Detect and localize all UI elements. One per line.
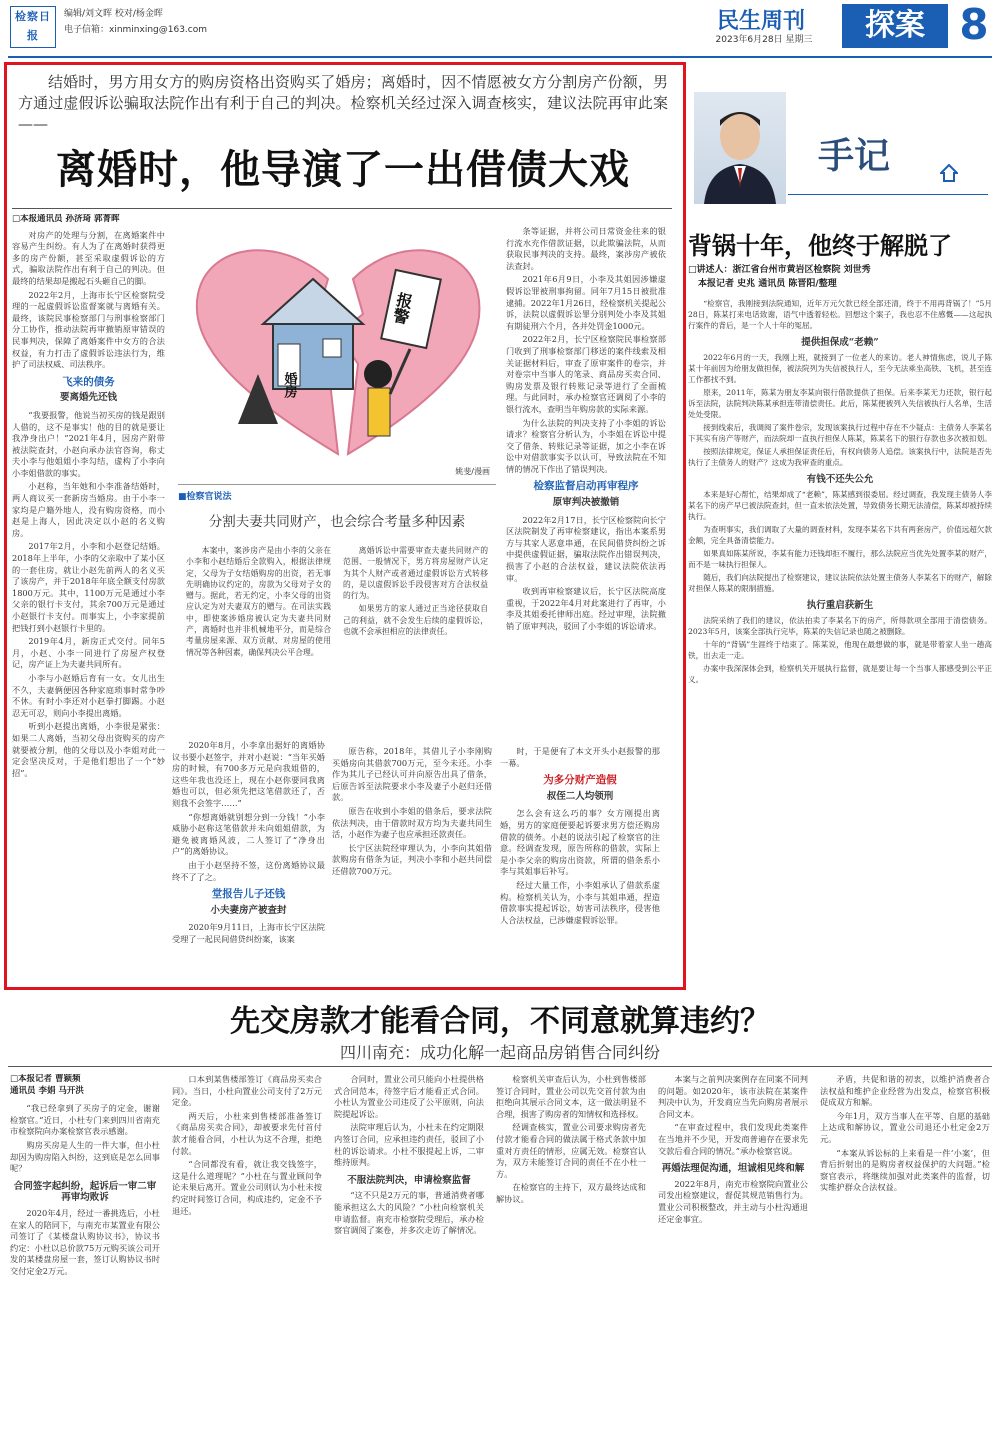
paragraph: 怎么会有这么巧的事？女方刚提出离婚，男方的家庭便要起诉要求男方偿还购房借款的债务。小赵的说法引起了检察官的注意。经调查发现，原告所称的借款，实际上是小李父亲的购房出资款，所谓的借条系小李与其姐事后补写。 — [500, 808, 660, 877]
paragraph: 小李与小赵婚后育有一女。女儿出生不久，夫妻俩便因各种家庭琐事时常争吵不休。有时小李还对小赵拳打脚踢。小赵忍无可忍，则向小李提出离婚。 — [12, 672, 165, 718]
paragraph: 本案与之前判决案例存在同案不同判的问题。如2020年，该市法院在某案件判决中认为，开发商应当先向购房者展示合同文本。 — [658, 1074, 808, 1119]
paragraph: 2021年6月9日，小李及其姐因涉嫌虚假诉讼罪被刑事拘留。同年7月15日被批准逮捕。2022年1月26日，经检察机关提起公诉，法院以虚假诉讼罪分别判处小李及其姐有期徒刑六个月，各并处罚金1000元。 — [506, 274, 666, 331]
svg-text:婚房: 婚房 — [281, 372, 297, 398]
paragraph: 合同时，置业公司只能向小杜提供格式合同范本，待签字后才能看正式合同。小杜认为置业公司违反了公平原则，向法院提起诉讼。 — [334, 1074, 484, 1119]
paragraph: 小赵称，当年她和小李准备结婚时，两人商议买一套新房当婚房。由于小李一家均是户籍外地人，没有购房资格，而小赵是上海人，因此决定以小赵的名义购房。 — [12, 481, 165, 538]
bottom-column-3 — [334, 1074, 484, 1434]
paragraph: “在审查过程中，我们发现此类案件在当地并不少见，开发商普遍存在要求先交款后看合同的情况。”承办检察官说。 — [658, 1122, 808, 1156]
main-column-1 — [12, 214, 165, 982]
subhead-2: 堂报告儿子还钱 — [211, 888, 286, 901]
sidebar-body — [688, 298, 992, 982]
bottom-column-2 — [172, 1074, 322, 1434]
bottom-subhead-1: 合同签字起纠纷，起诉后一审二审再审均败诉 — [13, 1180, 157, 1204]
paragraph: 由于小赵坚持不签，这份离婚协议最终不了了之。 — [172, 859, 325, 882]
subhead-4: 检察监督启动再审程序 — [533, 480, 639, 493]
lead-paragraph: 结婚时，男方用女方的购房资格出资购买了婚房；离婚时，因不情愿被女方分割房产份额，男方通过虚假诉讼骗取法院作出有利于自己的判决。检察机关经过深入调查核实，建议法院再审此案—— — [18, 73, 668, 133]
paragraph: 条等证据，并将公司日常资金往来的银行流水充作借款证据，以此欺骗法院，从而获取民事判决的支持。最终，案涉房产被依法查封。 — [506, 226, 666, 271]
paragraph: 2019年4月，新房正式交付。同年5月，小赵、小李一同进行了房屋产权登记，房产证上为夫妻共同所有。 — [12, 636, 165, 670]
bottom-rule — [8, 1066, 992, 1067]
paragraph: 法院审理后认为，小杜未在约定期限内签订合同，应承担违约责任，驳回了小杜的诉讼请求。小杜不服提起上诉，二审维持原判。 — [334, 1122, 484, 1168]
paragraph: “我要报警，他说当初买房的钱是跟别人借的，这不是事实！他的目的就是要让我净身出户！”2021年4月，因房产附带被法院查封，小赵向承办法官咨询，称丈夫小李与他姐姐小李勾结，虚构了小李向小李姐借款的事实。 — [12, 409, 165, 478]
sidebar-headline: 背锅十年，他终于解脱了 — [688, 231, 952, 260]
box-tag: ■检察官说法 — [178, 492, 232, 502]
main-column-3 — [332, 746, 492, 982]
paragraph: 时，于是便有了本文开头小赵报警的那一幕。 — [500, 746, 660, 768]
subhead-1-sub: 要离婚先还钱 — [59, 392, 117, 404]
paragraph: 按照法律规定，保证人承担保证责任后，有权向债务人追偿。该案执行中，法院是否先执行了主债务人的财产？这成为我审查的重点。 — [688, 447, 992, 467]
paragraph: 2020年8月，小李拿出据好的离婚协议书要小赵签字，并对小赵说：“当年买婚房的时候，有700多万元是向我姐借的，这些年我也没还上，现在小赵你要同我离婚也可以，但必须先把这笔借款还了，否则我不会签字……” — [172, 740, 325, 808]
box-col2b: 如果男方的家人通过正当途径获取自己的利益，就不会发生后续的虚假诉讼，也就不会承担相应的法律责任。 — [343, 604, 488, 637]
bottom-subhead-2: 不服法院判决，申请检察监督 — [347, 1174, 471, 1186]
sidebar-sec1-title: 提供担保成“老赖” — [801, 337, 879, 348]
paragraph: 接到线索后，我调阅了案件卷宗，发现该案执行过程中存在不少疑点：主债务人李某名下其实有房产等财产，而法院却一直执行担保人陈某，陈某名下的银行存款也多次被扣划。 — [688, 423, 992, 443]
column-tag: 探案 — [842, 4, 948, 48]
bottom-column-6 — [820, 1074, 990, 1434]
bottom-column-5 — [658, 1074, 808, 1434]
subhead-2-sub: 小夫妻房产被查封 — [210, 904, 287, 916]
sidebar-sec3-title: 执行重启获新生 — [806, 600, 874, 611]
paragraph: 检察机关审查后认为，小杜到售楼部签订合同时，置业公司以先交首付款为由拒绝向其展示合同文本，这一做法明显不合理，损害了购房者的知情权和选择权。 — [496, 1074, 646, 1119]
main-column-2 — [172, 740, 325, 982]
paragraph: 原告称，2018年，其借儿子小李刚购买婚房向其借款700万元，至今未还。小李作为其儿子已经认可并向原告出具了借条，后原告诉至法院要求小李及妻子小赵归还借款。 — [332, 746, 492, 803]
subhead-1: 飞来的债务 — [62, 375, 115, 388]
paragraph: 办案中我深深体会到，检察机关开展执行监督，就是要让每一个当事人都感受到公平正义。 — [688, 664, 992, 684]
bottom-column-4 — [496, 1074, 646, 1434]
paragraph: 听到小赵提出离婚，小李很是紧张：如果二人离婚，当初父母出资购买的房产就要被分割，他的父母以及小李姐对此一定会坚决反对，于是他们想出了一个“妙招”。 — [12, 721, 165, 778]
main-byline: □本报通讯员 孙济琦 郭菁晖 — [12, 214, 120, 224]
paragraph: 经过大量工作，小李姐承认了借款系虚构。检察机关认为，小李与其姐串通，捏造借款事实提起诉讼，妨害司法秩序，侵害他人合法权益，已涉嫌虚假诉讼罪。 — [500, 879, 660, 925]
box-col2: 离婚诉讼中需要审查夫妻共同财产的范围、一般情况下，男方将房屋财产认定为其个人财产或者通过虚假诉讼方式转移的，是以虚假诉讼手段侵害对方合法权益的行为。 — [343, 546, 488, 601]
illustration-credit: 姚斐/漫画 — [455, 467, 490, 476]
illustration — [178, 224, 498, 474]
paragraph: 今年1月，双方当事人在平等、自愿的基础上达成和解协议，置业公司退还小杜定金2万元。 — [820, 1110, 990, 1144]
prosecutor-box — [178, 484, 496, 741]
masthead — [0, 0, 1000, 68]
paragraph: 2020年4月，经过一番挑选后，小杜在家人的陪同下，与南充市某置业有限公司签订了《某楼盘认购协议书》，协议书约定：小杜以总价款75万元购买该公司开发的某楼盘房屋一套，签订认购协议书时交付定金2万元。 — [10, 1207, 160, 1276]
sidebar-byline-1: □讲述人：浙江省台州市黄岩区检察院 刘世秀 — [688, 265, 871, 275]
subhead-4-sub: 原审判决被撤销 — [552, 497, 620, 509]
heart-illustration — [178, 224, 498, 474]
sidebar — [688, 66, 994, 986]
bottom-subheadline: 四川南充：成功化解一起商品房销售合同纠纷 — [339, 1043, 660, 1062]
paragraph: 为查明事实，我们调取了大量的调查材料，发现李某名下共有两套房产，价值远超欠款金额，完全具备清偿能力。 — [688, 525, 992, 545]
paragraph: “本案从诉讼标的上来看是一件‘小案’，但背后折射出的是购房者权益保护的大问题。”检察官表示，将继续加强对此类案件的监督，切实维护群众合法权益。 — [820, 1147, 990, 1193]
paragraph: “你想离婚就别想分到一分钱！”小李威胁小赵称这笔借款并未向姐姐借款，为避免被离婚风波，二人签订了“净身出户”的离婚协议。 — [172, 811, 325, 857]
sidebar-byline-2: 本报记者 史兆 通讯员 陈晋阳/整理 — [698, 279, 837, 289]
paragraph: 2017年2月，小李和小赵登记结婚。2018年上半年，小李的父亲取中了某小区的一套住房，就让小赵先前两人的名义买了该房产，并于2018年年底全额支付房款1800万元。其中，1100万元是通过小李父亲的银行卡支付，其余700万元是通过小赵银行卡支付。而事实上，小李家提前把钱打到小赵银行卡里的。 — [12, 541, 165, 633]
paragraph: 2022年2月17日，长宁区检察院向长宁区法院制发了再审检察建议，指出本案系男方与其家人恶意串通，在民间借贷纠纷之诉中提供虚假证据，骗取法院作出错误判决，损害了小赵的合法权益，建议法院依法再审。 — [506, 514, 666, 583]
paragraph: 法院采纳了我们的建议，依法拍卖了李某名下的房产，所得款项全部用于清偿债务。2023年5月，该案全部执行完毕，陈某的失信记录也随之被删除。 — [688, 616, 992, 636]
issue-date: 2023年6月28日 星期三 — [715, 35, 813, 45]
paragraph: 2022年2月，上海市长宁区检察院受理的一起虚假诉讼监督案就与离婚有关。最终，该院民事检察部门与刑事检察部门分工协作，推动法院再审撤销原审错误的民事判决，保障了离婚案件中女方的合法权益，有力打击了虚假诉讼违法行为，维护了司法权威、司法秩序。 — [12, 289, 165, 370]
paragraph: 2022年2月，长宁区检察院民事检察部门收到了刑事检察部门移送的案件线索及相关证据材料后，审查了原审案件的卷宗，并对卷宗中当事人的笔录、商品房买卖合同、购房发票及银行转账记录等进行了全面梳理。与此同时，承办检察官还调阅了小李的银行流水，查明当年购房款的实际来源。 — [506, 334, 666, 414]
sidebar-rule — [788, 194, 988, 195]
svg-text:报警: 报警 — [389, 290, 415, 326]
masthead-email: 电子信箱：xinminxing@163.com — [64, 25, 208, 35]
portrait-photo — [694, 92, 786, 204]
masthead-editors: 编辑/刘文晖 校对/杨金晖 — [64, 9, 163, 19]
page-number: 8 — [959, 0, 989, 49]
bottom-headline: 先交房款才能看合同，不同意就算违约？ — [230, 1004, 770, 1039]
subhead-3-sub: 叔侄二人均领刑 — [546, 790, 614, 802]
paragraph: “这不只是2万元的事，普通消费者哪能承担这么大的风险？”小杜向检察机关申请监督。南充市检察院受理后，承办检察官调阅了案卷，并多次走访了解情况。 — [334, 1190, 484, 1236]
paragraph: 原来，2011年，陈某为朋友李某向银行借款提供了担保。后来李某无力还款，银行起诉至法院，法院判决陈某承担连带清偿责任。此后，陈某便被列入失信被执行人名单，生活处处受限。 — [688, 388, 992, 419]
bottom-subhead-3: 再婚法理促沟通，坦诚相见终和解 — [661, 1163, 805, 1175]
main-column-4 — [500, 746, 660, 982]
paragraph: 为什么法院的判决支持了小李姐的诉讼请求？检察官分析认为，小李姐在诉讼中提交了借条、转账记录等证据，加之小李在诉讼中对借款事实予以认可，导致法院在不知情的情况下作出了错误判决。 — [506, 417, 666, 474]
masthead-logo: 检察日报 — [10, 6, 56, 48]
paragraph: “我已经拿到了买房子的定金，谢谢检察官。”近日，小杜专门来到四川省南充市检察院向办案检察官表示感谢。 — [10, 1103, 160, 1137]
paragraph: 本来是好心帮忙，结果却成了“老赖”，陈某感到很委屈。经过调查，我发现主债务人李某名下的房产早已被法院查封，但一直未依法处置，导致债务长期无法清偿，陈某却被持续执行。 — [688, 490, 992, 521]
paragraph: 经调查核实，置业公司要求购房者先付款才能看合同的做法属于格式条款中加重对方责任的情形，应属无效。检察官认为，双方未能签订合同的责任不在小杜一方。 — [496, 1122, 646, 1179]
sidebar-intro: “检察官，我刚接到法院通知，近年万元欠款已经全部还清，终于不用再背锅了！”5月28日，陈某打来电话致谢，语气中透着轻松。回想这个案子，我也忍不住感慨——这起执行案件的背后，是一个人十年的冤屈。 — [688, 299, 992, 330]
subhead-3: 为多分财产造假 — [543, 774, 617, 787]
paragraph: “合同都没有看，就让我交钱签字，这是什么道理呢？”小杜在与置业顾问争论未果后离开。置业公司则认为小杜未按约定时间签订合同，构成违约，定金不予退还。 — [172, 1159, 322, 1216]
paragraph: 长宁区法院经审理认为，小李向其姐借款购房有借条为证，判决小李和小赵共同偿还借款700万元。 — [332, 842, 492, 876]
home-icon — [940, 164, 958, 182]
box-title: 分割夫妻共同财产，也会综合考量多种因素 — [208, 514, 466, 530]
paragraph: 收到再审检察建议后，长宁区法院高度重视，于2022年4月对此案进行了再审，小李及其姐委托律师出庭。经过审理，法院撤销了原审判决，驳回了小李姐的诉讼请求。 — [506, 586, 666, 631]
paragraph: 购房买房是人生的一件大事，但小杜却因为购房陷入纠纷，这到底是怎么回事呢？ — [10, 1139, 160, 1174]
paragraph: 2022年6月的一天，我刚上班，就接到了一位老人的来访。老人神情焦虑，说儿子陈某十年前因为给朋友做担保，被法院列为失信被执行人，至今无法乘坐高铁、飞机，甚至连工作都找不到。 — [688, 353, 992, 384]
paragraph: 2020年9月11日，上海市长宁区法院受理了一起民间借贷纠纷案，该案 — [172, 922, 325, 944]
paragraph: 口本到某售楼部签订《商品房买卖合同》。当日，小杜向置业公司支付了2万元定金。 — [172, 1074, 322, 1108]
paragraph: 十年的“背锅”生涯终于结束了。陈某说，他现在最想做的事，就是带着家人坐一趟高铁，出去走一走。 — [688, 640, 992, 660]
paragraph: 原告在收到小李姐的借条后，要求法院依法判决，由于借款时双方均为夫妻共同生活，小赵作为妻子也应承担还款责任。 — [332, 805, 492, 840]
paragraph: 对房产的处理与分割，在离婚案件中容易产生纠纷。有人为了在离婚时获得更多的房产份额，甚至采取虚假诉讼的方式，骗取法院作出有利于自己的判决。但最终的结果却是搬起石头砸自己的脚。 — [12, 229, 165, 286]
paragraph: 2022年8月，南充市检察院向置业公司发出检察建议，督促其规范销售行为。置业公司积极整改，并主动与小杜沟通退还定金事宜。 — [658, 1178, 808, 1224]
paragraph: 矛盾，共促和谐的初衷，以维护消费者合法权益和维护企业经营为出发点，检察官积极促成双方和解。 — [820, 1074, 990, 1108]
section-name: 民生周刊 — [716, 9, 805, 34]
sidebar-sec2-title: 有钱不还失公允 — [806, 474, 874, 485]
bottom-byline: □本报记者 曹颖频 通讯员 李娟 马开洪 — [10, 1074, 84, 1096]
paragraph: 如果真如陈某所说，李某有能力还钱却拒不履行，那么法院应当优先处置李某的财产，而不是一味执行担保人。 — [688, 549, 992, 569]
column-label: 手记 — [818, 136, 891, 177]
main-headline: 离婚时，他导演了一出借债大戏 — [56, 146, 630, 193]
paragraph: 随后，我们向法院提出了检察建议，建议法院依法处置主债务人李某名下的财产，解除对担保人陈某的限制措施。 — [688, 573, 992, 593]
masthead-rule — [8, 56, 992, 58]
paragraph: 两天后，小杜来到售楼部准备签订《商品房买卖合同》，却被要求先付首付款才能看合同，小杜认为这不合理，拒绝付款。 — [172, 1110, 322, 1156]
paragraph: 在检察官的主持下，双方最终达成和解协议。 — [496, 1182, 646, 1204]
main-column-5 — [506, 226, 666, 740]
headline-rule — [12, 208, 672, 209]
bottom-column-1 — [10, 1074, 160, 1434]
box-col1: 本案中，案涉房产是由小李的父亲在小李和小赵结婚后全款购入，根据法律规定，父母为子女结婚购房的出资，若无事先明确协议约定的，房款为父母对子女的赠与。据此，若无约定，小李父母的出资应认定为对夫妻双方的赠与。在司法实践中，即使案涉婚房被认定为夫妻共同财产，离婚时也并非机械地平分，而是综合考量房屋来源、双方贡献、对房屋的使用情况等各种因素，确保判决公平合理。 — [186, 546, 331, 657]
